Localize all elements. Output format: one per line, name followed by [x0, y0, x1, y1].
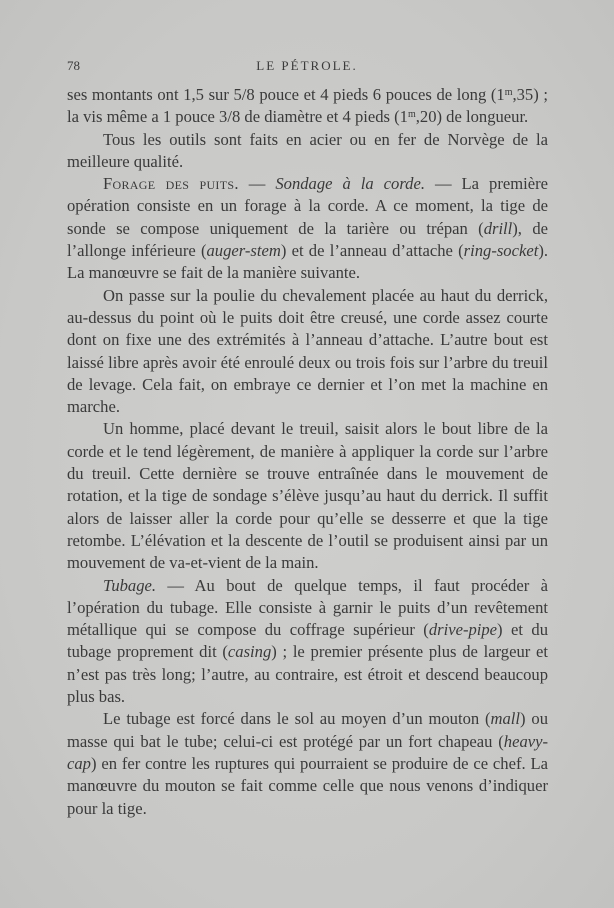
text-run: — [238, 174, 276, 194]
text-run: ses montants ont 1,5 sur 5/8 pouce et 4 pieds 6 pouces de long (1 [67, 85, 505, 104]
superscript: m [407, 109, 416, 121]
italic-term: Sondage à la corde. [275, 174, 425, 194]
text-run: Un homme, placé devant le treuil, saisit alors le bout libre de la corde et le tend légèrement, de manière à appliquer la corde sur l’arbre du treuil. Cette dernière se trouve entraînée dans le mouvement de rotation, et la tige de sondage s’élève jusqu’au haut du derrick. Il suffit alors de laisser aller la corde pour qu’elle se desserre et que la tige retombe. L’élévation et la descente de l’outil se produisent ainsi par un mouvement de va-et-vient de la main. [67, 419, 548, 573]
italic-term: heavy-cap [67, 731, 548, 773]
text-run: ) ; le premier présente plus de largeur et n’est pas très long; l’autre, au contraire, est étroit et descend beaucoup plus bas. [67, 642, 548, 707]
italic-term: drive-pipe [428, 620, 498, 640]
italic-term: auger-stem [206, 241, 281, 261]
paragraph [67, 84, 548, 129]
text-run: ) et de l’anneau d’attache ( [280, 241, 464, 261]
text-run: ) ou masse qui bat le tube; celui-ci est protégé par un fort chapeau ( [67, 709, 548, 751]
text-run: Le tubage est forcé dans le sol au moyen d’un mouton ( [103, 709, 491, 729]
text-run: ), de l’allonge inférieure ( [67, 218, 548, 261]
text-run: ) en fer contre les ruptures qui pourraient se produire de ce chef. La manœuvre du mouton se fait comme celle que nous venons d’indiquer pour la tige. [67, 753, 548, 818]
paragraph [67, 285, 548, 419]
text-run: On passe sur la poulie du chevalement placée au haut du derrick, au-dessus du point où le puits doit être creusé, une corde assez courte dont on fixe une des extrémités à l’anneau d’attache. L’autre bout est laissé libre après avoir été enroulé deux ou trois fois sur l’arbre du treuil de levage. Cela fait, on embraye ce dernier et l’on met la machine en marche. [67, 285, 548, 417]
italic-term: casing [227, 642, 272, 662]
italic-term: ring-socket [463, 241, 539, 261]
body-text [67, 84, 548, 820]
text-run: — Au bout de quelque temps, il faut procéder à l’opération du tubage. Elle consiste à garnir le puits d’un revêtement métallique qui se compose du coffrage supérieur ( [67, 575, 548, 640]
page-number: 78 [67, 58, 80, 73]
text-run: Tous les outils sont faits en acier ou en fer de Norvège de la meilleure qualité. [67, 129, 548, 171]
page-header [67, 58, 547, 78]
paragraph [67, 575, 548, 709]
section-heading: Forage des puits. [103, 174, 239, 194]
italic-term: Tubage. [103, 575, 157, 595]
text-run: ) et du tubage proprement dit ( [67, 620, 548, 662]
text-run: ,20) de longueur. [415, 107, 529, 127]
text-run: ). La manœuvre se fait de la manière suivante. [67, 241, 548, 283]
paragraph [67, 708, 548, 819]
italic-term: mall [490, 709, 521, 729]
text-run: — La première opération consiste en un forage à la corde. A ce moment, la tige de sonde se compose uniquement de la tarière ou trépan ( [67, 174, 548, 238]
italic-term: drill [483, 218, 513, 238]
running-title: LE PÉTROLE. [256, 58, 358, 73]
paragraph [67, 129, 548, 174]
superscript: m [504, 87, 513, 98]
text-run: ,35) ; la vis même a 1 pouce 3/8 de diamètre et 4 pieds (1 [67, 85, 548, 127]
paragraph [67, 418, 548, 574]
paragraph [67, 173, 548, 284]
